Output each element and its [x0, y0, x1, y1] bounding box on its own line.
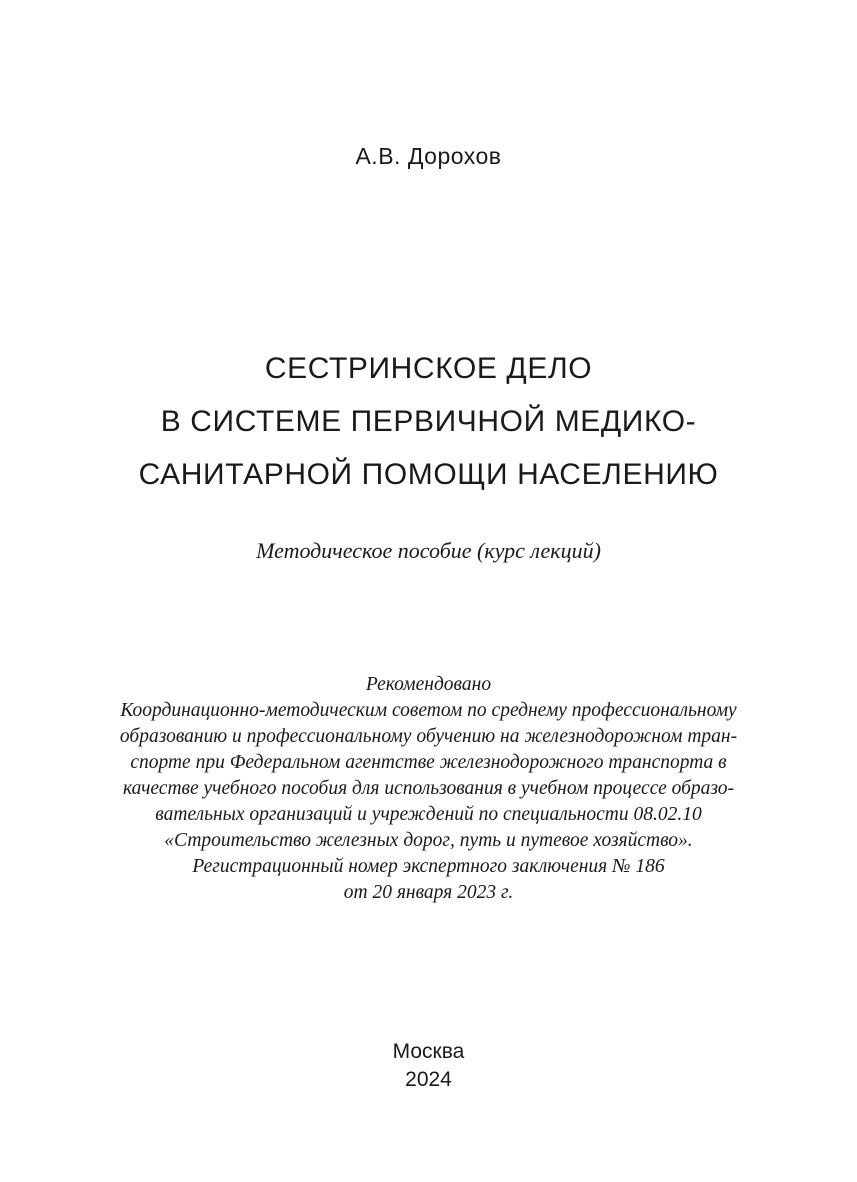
title-line-1: СЕСТРИНСКОЕ ДЕЛО	[264, 352, 593, 385]
recommendation-line-5: качестве учебного пособия для использования в учебном процессе образо-	[122, 778, 735, 799]
publication-info	[0, 1038, 857, 1094]
recommendation-line-9: от 20 января 2023 г.	[343, 882, 514, 903]
recommendation-line-8: Регистрационный номер экспертного заключения № 186	[192, 856, 665, 877]
book-subtitle: Методическое пособие (курс лекций)	[256, 538, 601, 563]
publication-year: 2024	[405, 1068, 452, 1091]
recommendation-line-6: вательных организаций и учреждений по специальности 08.02.10	[155, 804, 702, 825]
publication-city: Москва	[392, 1040, 465, 1063]
recommendation-line-7: «Строительство железных дорог, путь и путевое хозяйство».	[164, 830, 693, 851]
title-line-2: В СИСТЕМЕ ПЕРВИЧНОЙ МЕДИКО-	[160, 405, 697, 438]
author-name: А.В. Дорохов	[355, 143, 502, 169]
book-title	[0, 342, 857, 501]
recommendation-line-3: образованию и профессиональному обучению на железнодорожном тран-	[119, 726, 738, 747]
recommendation-block	[0, 672, 857, 906]
recommendation-line-1: Рекомендовано	[365, 674, 492, 695]
recommendation-line-4: спорте при Федеральном агентстве железнодорожного транспорта в	[130, 752, 727, 773]
recommendation-line-2: Координационно-методическим советом по среднему профессиональному	[120, 700, 737, 721]
title-line-3: САНИТАРНОЙ ПОМОЩИ НАСЕЛЕНИЮ	[138, 458, 719, 491]
